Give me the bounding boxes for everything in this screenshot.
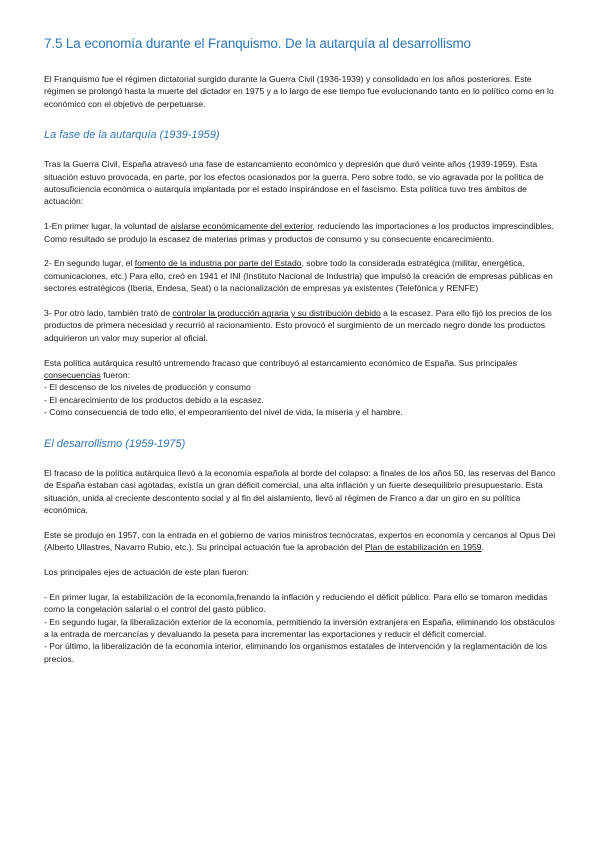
autarquia-paragraph-2: [44, 220, 556, 245]
list-item: - En primer lugar, la estabilización de la economía,frenando la inflación y reduciendo el déficit público. Para ello se tomaron medidas como la congelación salarial o el control del gasto público.: [44, 591, 548, 615]
text-run: 1-En primer lugar, la voluntad de: [44, 221, 171, 232]
text-run: a la escasez. Para ello fijó los precios de los productos de primera necesidad y recurrió al racionamiento. Esto provocó el surgimiento de un mercado negro donde los productos adquirieron un valor muy superior al oficial.: [44, 308, 552, 343]
list-item: - En segundo lugar, la liberalización exterior de la economía, permitiendo la inversión extranjera en España, eliminando los obstáculos a la entrada de mercancías y devaluando la peseta para incrementar las exportaciones y reducir el déficit comercial.: [44, 616, 555, 639]
text-run: , reduciendo las importaciones a los productos imprescindibles. Como resultado se produjo la escasez de materias primas y productos de consumo y su consecuente encarecimiento.: [44, 221, 554, 244]
list-item: - El descenso de los niveles de producción y consumo: [44, 382, 251, 393]
intro-paragraph: El Franquismo fue el régimen dictatorial surgido durante la Guerra Civil (1936-1939) y consolidado en los años posteriores. Este régimen se prolongó hasta la muerte del dictador en 1975 y a lo largo de ese tiempo fue evolucionando tanto en lo político como en lo económico con el objetivo de perpetuarse.: [44, 74, 554, 109]
section-heading-desarrollismo: El desarrollismo (1959-1975): [44, 437, 186, 450]
desarrollismo-paragraph-3: Los principales ejes de actuación de este plan fueron:: [44, 566, 249, 577]
desarrollismo-paragraph-2: [44, 529, 556, 554]
section-heading-autarquia: La fase de la autarquía (1939-1959): [44, 129, 220, 142]
underlined-phrase: fomento de la industria por parte del Estado: [134, 258, 302, 269]
list-item: - Como consecuencia de todo ello, el empeoramiento del nivel de vida, la miseria y el hambre.: [44, 407, 403, 418]
text-run: 2- En segundo lugar, el: [44, 258, 135, 269]
underlined-phrase: aislarse económicamente del exterior: [170, 221, 313, 232]
underlined-phrase: consecuencias: [44, 370, 101, 381]
underlined-phrase: Plan de estabilización en 1959: [365, 542, 482, 553]
list-item: - Por último, la liberalización de la economía interior, eliminando los organismos estatales de intervención y la reglamentación de los precios.: [44, 641, 547, 664]
text-run: Esta política autárquica resultó untremendo fracaso que contribuyó al estancamiento económico de España. Sus principales: [44, 357, 517, 368]
autarquia-paragraph-1: Tras la Guerra Civil, España atravesó una fase de estancamiento económico y depresión que duró veinte años (1939-1959). Esta situación estuvo provocada, en parte, por los efectos ocasionados por la guerra. Pero sobre todo, se vio agravada por la política de autosuficiencia económica o autarquía implantada por el estado inspirándose en el fascismo. Esta política tuvo tres ámbitos de actuación:: [44, 159, 544, 207]
autarquia-paragraph-4: [44, 307, 556, 344]
text-run: Este se produjo en 1957, con la entrada en el gobierno de varios ministros tecnócratas, expertos en economía y cercanos al Opus Dei (Alberto Ullastres, Navarro Rubio, etc.). Su principal actuación fue la aprobación del: [44, 529, 556, 553]
text-run: fueron:: [100, 370, 131, 381]
list-item: - El encarecimiento de los productos debido a la escasez.: [44, 394, 264, 405]
desarrollismo-paragraph-1: El fracaso de la política autárquica llevó a la economía española al borde del colapso: a finales de los años 50, las reservas del Banco de España estaban casi agotadas, existía un gran déficit comercial, una alta inflación y un fuerte desequilibrio presupuestario. Esta situación, unida al creciente descontento social y al fin del aislamiento, llevó al régimen de Franco a dar un giro en su política económica.: [44, 467, 556, 515]
autarquia-paragraph-5: [44, 357, 556, 382]
text-run: 3- Por otro lado, también trató de: [44, 308, 173, 319]
autarquia-paragraph-3: [44, 257, 556, 294]
underlined-phrase: controlar la producción agraria y su distribución debido: [172, 308, 381, 319]
text-run: , sobre todo la considerada estratégica (militar, energética, comunicaciones, etc.) Para ello, creó en 1941 el INI (Instituto Nacional de Industria) que impulsó la creación de empresas públicas en sectores estratégicos (Iberia, Endesa, Seat) o la nacionalización de empresas ya existentes (Telefónica y RENFE): [44, 258, 553, 294]
plan-axes-list: [44, 591, 556, 665]
page-title: 7.5 La economía durante el Franquismo. De la autarquía al desarrollismo: [44, 36, 471, 51]
text-run: .: [481, 542, 484, 553]
consequences-list: [44, 381, 556, 418]
